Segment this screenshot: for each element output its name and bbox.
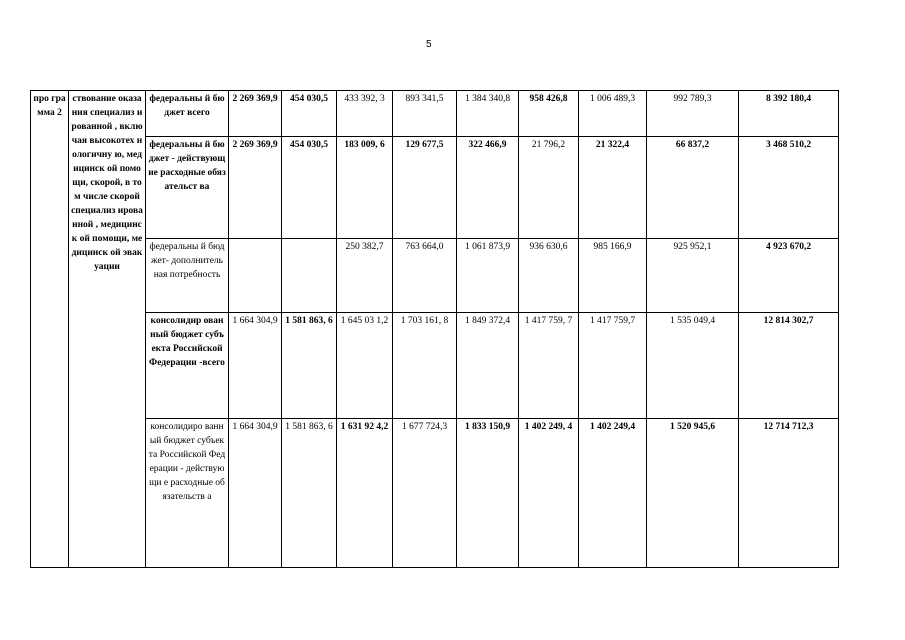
value-cell: 1 849 372,4	[457, 313, 519, 419]
value-cell: 1 703 161, 8	[393, 313, 457, 419]
source-cell: консолидиро ванный бюджет субъекта Российской Федерации - действующи е расходные обязательств а	[146, 419, 229, 568]
value-cell: 4 923 670,2	[739, 239, 839, 313]
value-cell: 12 714 712,3	[739, 419, 839, 568]
value-cell	[282, 239, 337, 313]
source-cell: федеральны й бюджет всего	[146, 91, 229, 137]
value-cell: 1 006 489,3	[579, 91, 647, 137]
value-cell	[229, 239, 282, 313]
value-cell: 958 426,8	[519, 91, 579, 137]
value-cell: 1 631 92 4,2	[337, 419, 393, 568]
value-cell: 1 384 340,8	[457, 91, 519, 137]
value-cell: 936 630,6	[519, 239, 579, 313]
value-cell: 322 466,9	[457, 137, 519, 239]
value-cell: 1 581 863, 6	[282, 313, 337, 419]
value-cell: 1 677 724,3	[393, 419, 457, 568]
budget-table	[30, 90, 839, 568]
value-cell: 763 664,0	[393, 239, 457, 313]
table-row	[31, 419, 839, 568]
value-cell: 1 520 945,6	[647, 419, 739, 568]
table-row	[31, 239, 839, 313]
value-cell: 3 468 510,2	[739, 137, 839, 239]
value-cell: 1 535 049,4	[647, 313, 739, 419]
value-cell: 1 402 249,4	[579, 419, 647, 568]
value-cell: 21 322,4	[579, 137, 647, 239]
value-cell: 433 392, 3	[337, 91, 393, 137]
value-cell: 1 417 759,7	[579, 313, 647, 419]
value-cell: 66 837,2	[647, 137, 739, 239]
value-cell: 454 030,5	[282, 137, 337, 239]
value-cell: 21 796,2	[519, 137, 579, 239]
value-cell: 1 833 150,9	[457, 419, 519, 568]
value-cell: 2 269 369,9	[229, 91, 282, 137]
value-cell: 183 009, 6	[337, 137, 393, 239]
source-cell: консолидир ованный бюджет субъекта Российской Федерации -всего	[146, 313, 229, 419]
value-cell: 1 061 873,9	[457, 239, 519, 313]
value-cell: 250 382,7	[337, 239, 393, 313]
source-cell: федеральны й бюджет- дополнитель ная потребность	[146, 239, 229, 313]
value-cell: 1 664 304,9	[229, 419, 282, 568]
value-cell: 2 269 369,9	[229, 137, 282, 239]
table-row	[31, 137, 839, 239]
page-number: 5	[426, 39, 432, 50]
value-cell: 925 952,1	[647, 239, 739, 313]
program-name-cell: ствование оказания специализ ированной , включая высокотех нологичну ю, медицинск ой помощи, скорой, в том числе скорой специализ ированной , медицинск ой помощи, медицинск ой эвакуации	[69, 91, 146, 568]
value-cell: 1 417 759, 7	[519, 313, 579, 419]
table-row	[31, 313, 839, 419]
value-cell: 12 814 302,7	[739, 313, 839, 419]
value-cell: 454 030,5	[282, 91, 337, 137]
value-cell: 129 677,5	[393, 137, 457, 239]
value-cell: 8 392 180,4	[739, 91, 839, 137]
program-cell: про гра мма 2	[31, 91, 69, 568]
source-cell: федеральны й бюджет - действующ ие расходные обязательст ва	[146, 137, 229, 239]
value-cell: 1 645 03 1,2	[337, 313, 393, 419]
value-cell: 1 581 863, 6	[282, 419, 337, 568]
value-cell: 893 341,5	[393, 91, 457, 137]
table-row	[31, 91, 839, 137]
value-cell: 992 789,3	[647, 91, 739, 137]
value-cell: 1 402 249, 4	[519, 419, 579, 568]
value-cell: 1 664 304,9	[229, 313, 282, 419]
value-cell: 985 166,9	[579, 239, 647, 313]
